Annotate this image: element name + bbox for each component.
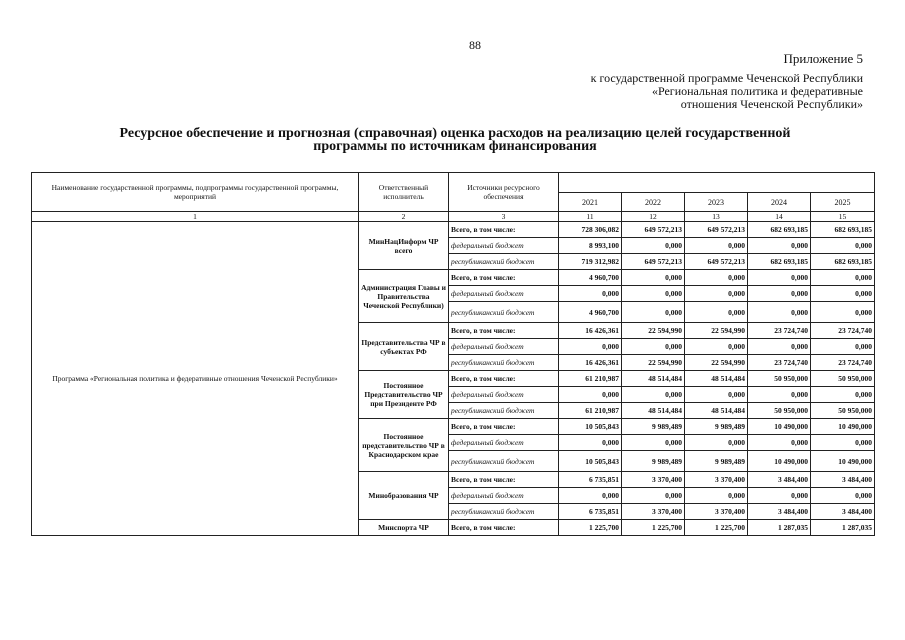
source-cell: Всего, в том числе: (449, 520, 559, 536)
value-cell: 0,000 (622, 238, 685, 254)
header-year: 2021 (559, 193, 622, 212)
appendix-line: «Региональная политика и федеративные (651, 84, 863, 98)
executor-cell: Постоянное представительство ЧР в Краснодарском крае (359, 419, 449, 472)
value-cell: 10 490,000 (811, 451, 875, 472)
value-cell: 0,000 (685, 435, 748, 451)
value-cell: 23 724,740 (748, 355, 811, 371)
value-cell: 0,000 (748, 339, 811, 355)
value-cell: 3 484,400 (811, 504, 875, 520)
value-cell: 10 490,000 (811, 419, 875, 435)
value-cell: 0,000 (685, 387, 748, 403)
value-cell: 22 594,990 (622, 323, 685, 339)
appendix-line: к государственной программе Чеченской Республики (590, 71, 863, 85)
value-cell: 682 693,185 (748, 254, 811, 270)
value-cell: 0,000 (685, 238, 748, 254)
value-cell: 649 572,213 (685, 222, 748, 238)
source-cell: федеральный бюджет (449, 488, 559, 504)
value-cell: 0,000 (748, 270, 811, 286)
value-cell: 48 514,484 (622, 371, 685, 387)
value-cell: 22 594,990 (685, 355, 748, 371)
column-number: 2 (359, 212, 449, 222)
source-cell: федеральный бюджет (449, 387, 559, 403)
value-cell: 0,000 (748, 435, 811, 451)
value-cell: 0,000 (559, 435, 622, 451)
header-years-group (559, 173, 875, 193)
value-cell: 50 950,000 (748, 371, 811, 387)
column-number: 3 (449, 212, 559, 222)
value-cell: 10 505,843 (559, 419, 622, 435)
value-cell: 0,000 (811, 435, 875, 451)
value-cell: 3 370,400 (685, 472, 748, 488)
value-cell: 0,000 (811, 286, 875, 302)
source-cell: федеральный бюджет (449, 238, 559, 254)
source-cell: республиканский бюджет (449, 302, 559, 323)
header-year: 2023 (685, 193, 748, 212)
value-cell: 0,000 (685, 339, 748, 355)
value-cell: 50 950,000 (811, 371, 875, 387)
value-cell: 4 960,700 (559, 270, 622, 286)
value-cell: 649 572,213 (685, 254, 748, 270)
value-cell: 649 572,213 (622, 254, 685, 270)
value-cell: 0,000 (685, 302, 748, 323)
value-cell: 0,000 (559, 387, 622, 403)
program-name-cell: Программа «Региональная политика и федеративные отношения Чеченской Республики» (32, 222, 359, 536)
value-cell: 10 505,843 (559, 451, 622, 472)
value-cell: 1 287,035 (748, 520, 811, 536)
value-cell: 3 484,400 (811, 472, 875, 488)
value-cell: 1 225,700 (559, 520, 622, 536)
value-cell: 3 484,400 (748, 504, 811, 520)
value-cell: 16 426,361 (559, 323, 622, 339)
value-cell: 719 312,982 (559, 254, 622, 270)
value-cell: 0,000 (685, 286, 748, 302)
source-cell: федеральный бюджет (449, 286, 559, 302)
value-cell: 0,000 (811, 387, 875, 403)
value-cell: 9 989,489 (622, 451, 685, 472)
value-cell: 10 490,000 (748, 451, 811, 472)
header-source: Источники ресурсного обеспечения (449, 173, 559, 212)
value-cell: 0,000 (559, 286, 622, 302)
value-cell: 0,000 (685, 270, 748, 286)
value-cell: 1 287,035 (811, 520, 875, 536)
value-cell: 8 993,100 (559, 238, 622, 254)
value-cell: 23 724,740 (748, 323, 811, 339)
column-number: 12 (622, 212, 685, 222)
table-body (32, 222, 875, 536)
table-header (32, 173, 875, 222)
appendix-line: отношения Чеченской Республики» (680, 97, 863, 111)
value-cell: 0,000 (811, 488, 875, 504)
value-cell: 0,000 (811, 270, 875, 286)
value-cell: 23 724,740 (811, 355, 875, 371)
value-cell: 0,000 (622, 270, 685, 286)
value-cell: 10 490,000 (748, 419, 811, 435)
value-cell: 0,000 (748, 238, 811, 254)
value-cell: 682 693,185 (748, 222, 811, 238)
value-cell: 9 989,489 (685, 451, 748, 472)
value-cell: 0,000 (622, 435, 685, 451)
value-cell: 6 735,851 (559, 504, 622, 520)
executor-cell: Администрация Главы и Правительства Чеченской Республики) (359, 270, 449, 323)
source-cell: Всего, в том числе: (449, 222, 559, 238)
value-cell: 9 989,489 (622, 419, 685, 435)
value-cell: 23 724,740 (811, 323, 875, 339)
header-year: 2024 (748, 193, 811, 212)
value-cell: 3 370,400 (622, 504, 685, 520)
value-cell: 3 370,400 (622, 472, 685, 488)
header-name: Наименование государственной программы, подпрограммы государственной программы, мероприятий (32, 173, 359, 212)
source-cell: Всего, в том числе: (449, 472, 559, 488)
value-cell: 6 735,851 (559, 472, 622, 488)
value-cell: 0,000 (811, 339, 875, 355)
source-cell: федеральный бюджет (449, 435, 559, 451)
executor-cell: Представительства ЧР в субъектах РФ (359, 323, 449, 371)
resource-table (31, 172, 875, 536)
value-cell: 9 989,489 (685, 419, 748, 435)
value-cell: 3 484,400 (748, 472, 811, 488)
header-executor: Ответственный исполнитель (359, 173, 449, 212)
source-cell: Всего, в том числе: (449, 270, 559, 286)
value-cell: 0,000 (685, 488, 748, 504)
header-year: 2025 (811, 193, 875, 212)
value-cell: 48 514,484 (685, 403, 748, 419)
value-cell: 22 594,990 (685, 323, 748, 339)
value-cell: 0,000 (748, 488, 811, 504)
value-cell: 48 514,484 (622, 403, 685, 419)
value-cell: 0,000 (748, 387, 811, 403)
value-cell: 0,000 (811, 302, 875, 323)
executor-cell: Постоянное Представительство ЧР при Президенте РФ (359, 371, 449, 419)
value-cell: 0,000 (622, 488, 685, 504)
value-cell: 1 225,700 (685, 520, 748, 536)
document-title (60, 127, 850, 153)
value-cell: 682 693,185 (811, 254, 875, 270)
appendix-description (591, 72, 863, 111)
value-cell: 16 426,361 (559, 355, 622, 371)
source-cell: федеральный бюджет (449, 339, 559, 355)
value-cell: 0,000 (622, 302, 685, 323)
table-row (32, 222, 875, 238)
appendix-title: Приложение 5 (783, 51, 863, 66)
source-cell: республиканский бюджет (449, 355, 559, 371)
value-cell: 22 594,990 (622, 355, 685, 371)
value-cell: 61 210,987 (559, 371, 622, 387)
value-cell: 0,000 (622, 339, 685, 355)
header-year: 2022 (622, 193, 685, 212)
source-cell: республиканский бюджет (449, 403, 559, 419)
value-cell: 0,000 (559, 488, 622, 504)
value-cell: 649 572,213 (622, 222, 685, 238)
value-cell: 728 306,082 (559, 222, 622, 238)
executor-cell: Минспорта ЧР (359, 520, 449, 536)
source-cell: республиканский бюджет (449, 451, 559, 472)
column-number: 1 (32, 212, 359, 222)
source-cell: Всего, в том числе: (449, 371, 559, 387)
value-cell: 50 950,000 (811, 403, 875, 419)
value-cell: 61 210,987 (559, 403, 622, 419)
value-cell: 0,000 (748, 286, 811, 302)
title-line: программы по источникам финансирования (313, 139, 597, 154)
value-cell: 682 693,185 (811, 222, 875, 238)
source-cell: Всего, в том числе: (449, 419, 559, 435)
column-number: 13 (685, 212, 748, 222)
value-cell: 50 950,000 (748, 403, 811, 419)
page-number: 88 (469, 38, 481, 52)
title-line: Ресурсное обеспечение и прогнозная (справочная) оценка расходов на реализацию целей государственной (119, 126, 791, 141)
column-number: 11 (559, 212, 622, 222)
executor-cell: МинНацИнформ ЧР всего (359, 222, 449, 270)
value-cell: 1 225,700 (622, 520, 685, 536)
value-cell: 0,000 (622, 387, 685, 403)
source-cell: республиканский бюджет (449, 254, 559, 270)
column-number: 15 (811, 212, 875, 222)
value-cell: 48 514,484 (685, 371, 748, 387)
source-cell: Всего, в том числе: (449, 323, 559, 339)
value-cell: 0,000 (622, 286, 685, 302)
column-number: 14 (748, 212, 811, 222)
value-cell: 4 960,700 (559, 302, 622, 323)
value-cell: 0,000 (559, 339, 622, 355)
executor-cell: Минобразования ЧР (359, 472, 449, 520)
value-cell: 0,000 (811, 238, 875, 254)
value-cell: 0,000 (748, 302, 811, 323)
value-cell: 3 370,400 (685, 504, 748, 520)
source-cell: республиканский бюджет (449, 504, 559, 520)
